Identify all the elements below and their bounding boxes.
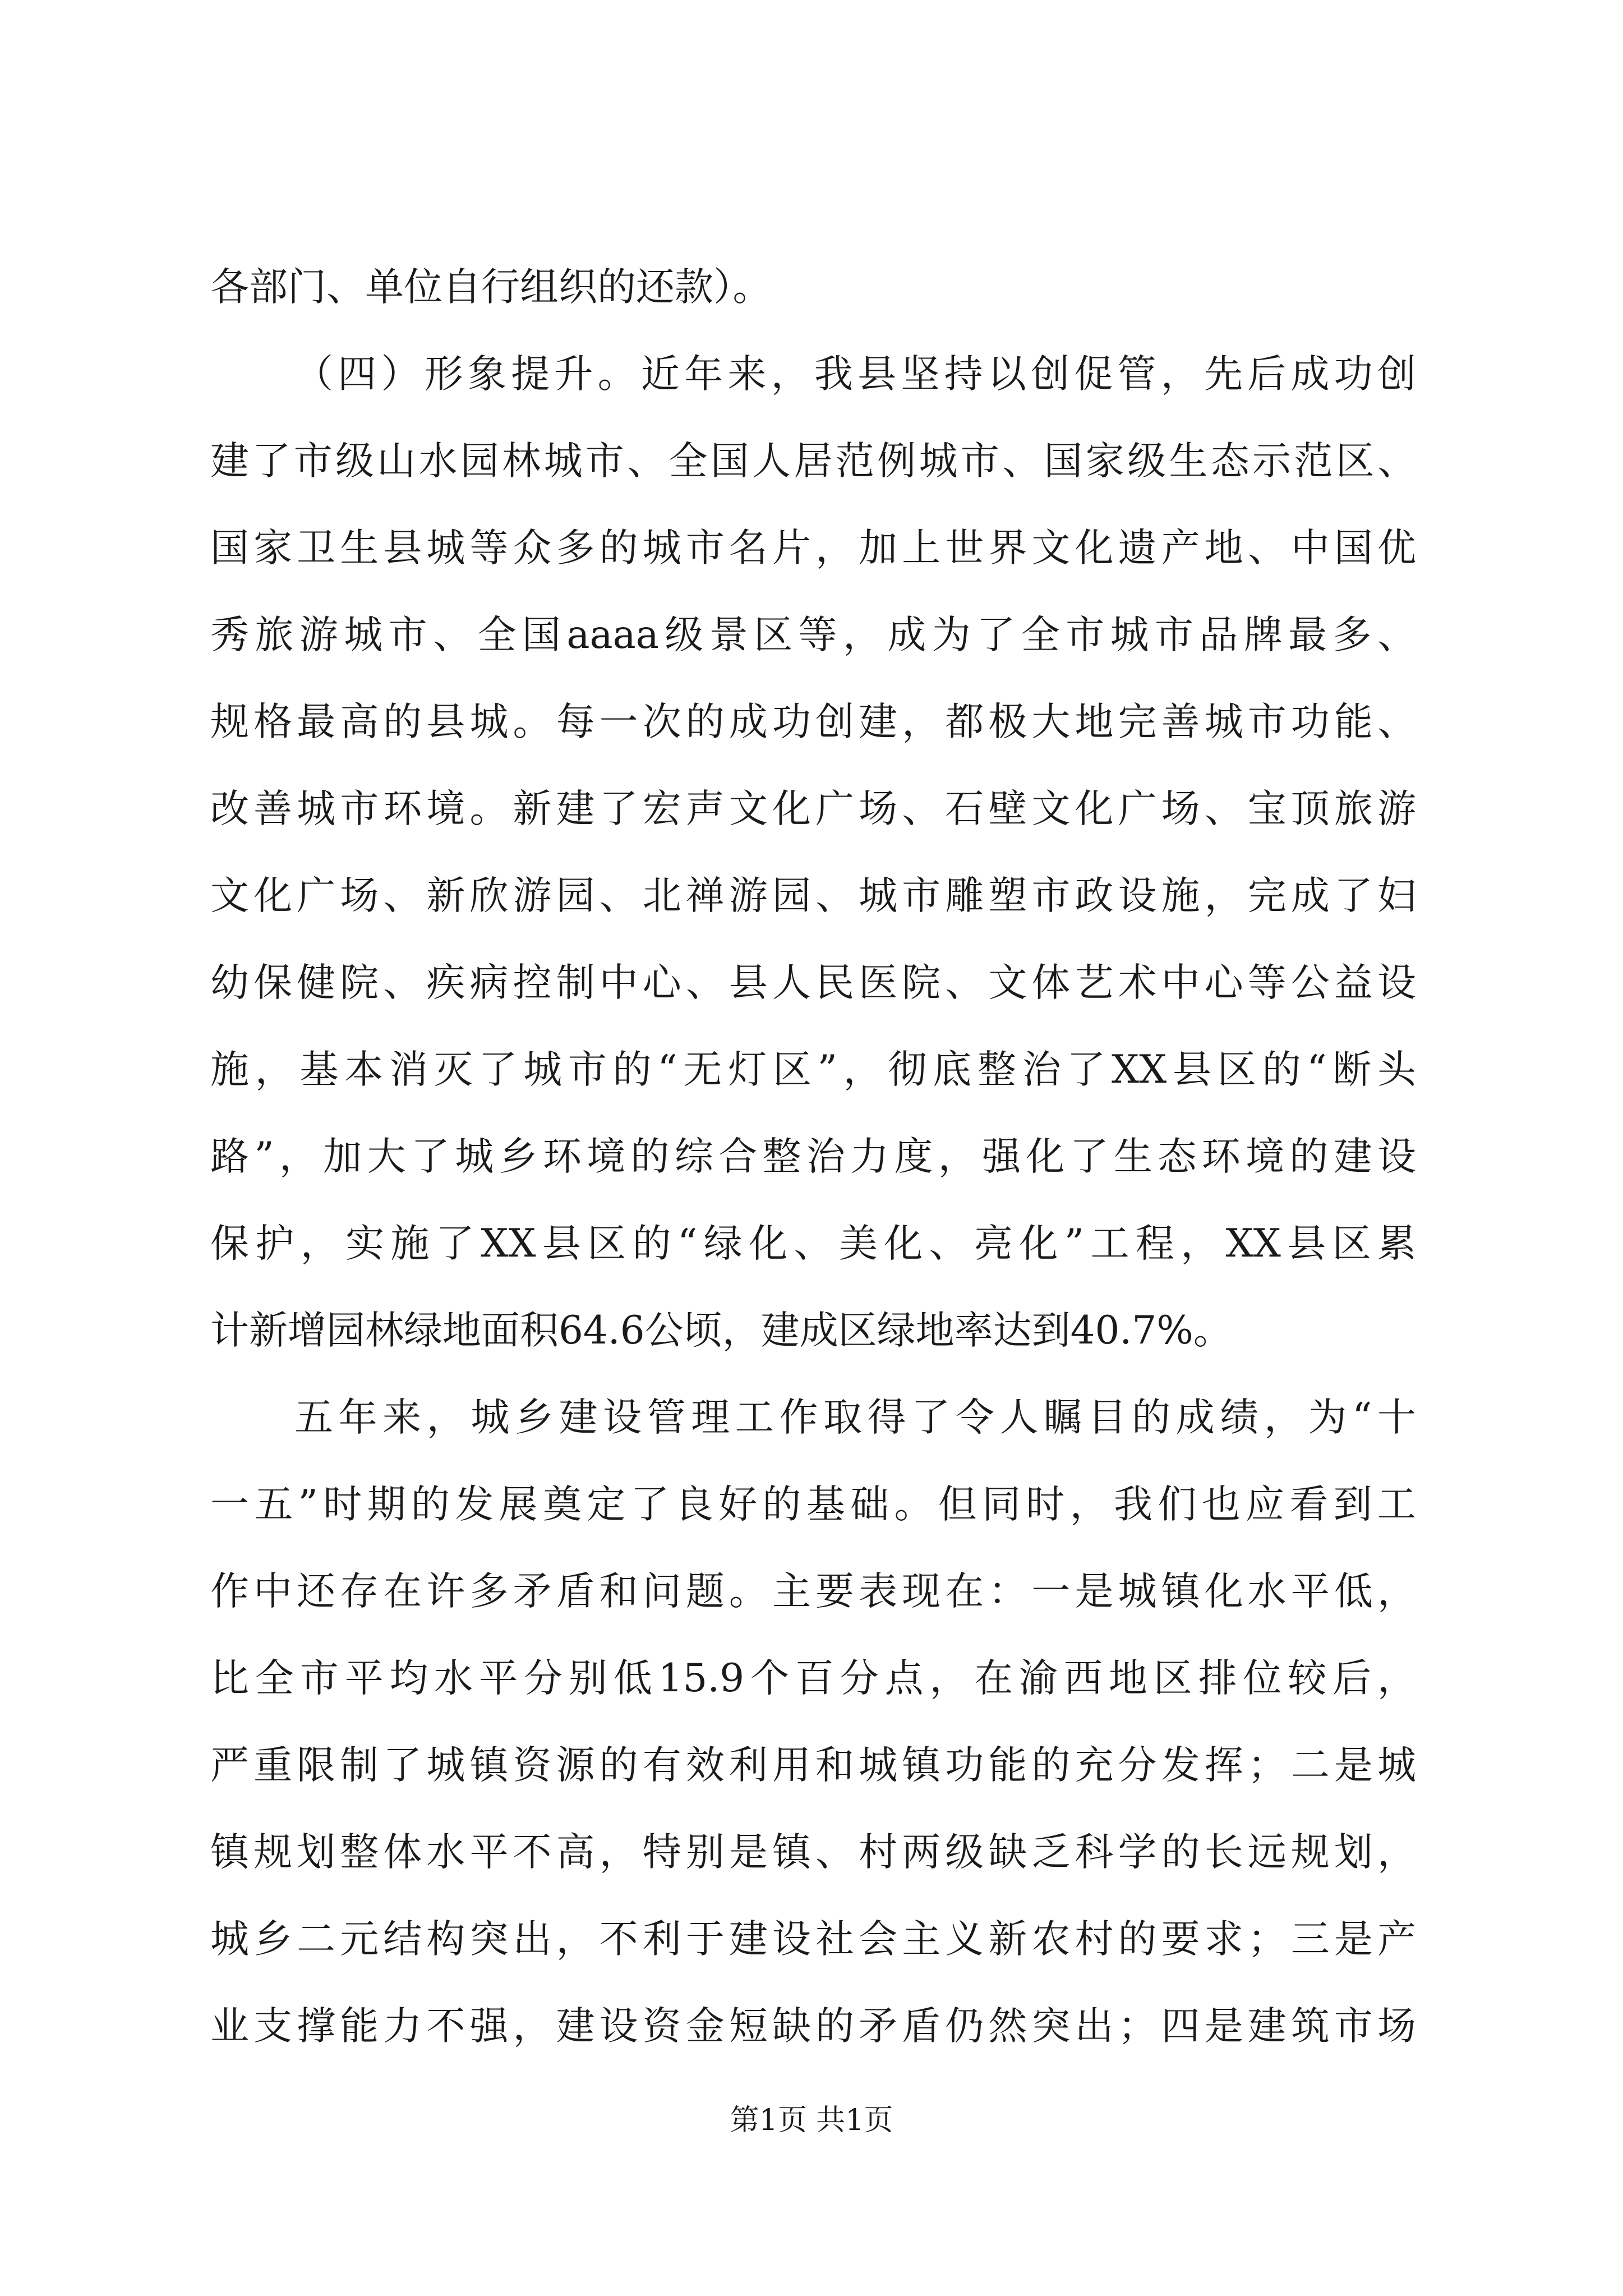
text-line: 各部门、单位自行组织的还款）。 <box>210 265 772 310</box>
text-line: 一五”时期的发展奠定了良好的基础。但同时，我们也应看到工 <box>210 1482 1416 1527</box>
text-line: 文化广场、新欣游园、北禅游园、城市雕塑市政设施，完成了妇 <box>210 873 1416 918</box>
text-line: 国家卫生县城等众多的城市名片，加上世界文化遗产地、中国优 <box>210 526 1416 570</box>
text-line: 业支撑能力不强，建设资金短缺的矛盾仍然突出；四是建筑市场 <box>210 2004 1416 2049</box>
text-line: 镇规划整体水平不高，特别是镇、村两级缺乏科学的长远规划， <box>210 1830 1416 1875</box>
text-line: 幼保健院、疾病控制中心、县人民医院、文体艺术中心等公益设 <box>210 960 1416 1005</box>
document-body <box>210 244 1416 2070</box>
text-line: 作中还存在许多矛盾和问题。主要表现在：一是城镇化水平低， <box>210 1569 1416 1614</box>
text-line: 保护，实施了XX县区的“绿化、美化、亮化”工程，XX县区累 <box>210 1221 1416 1266</box>
text-line: 施，基本消灭了城市的“无灯区”，彻底整治了XX县区的“断头 <box>210 1047 1416 1092</box>
page-footer <box>0 2101 1623 2140</box>
text-line: 规格最高的县城。每一次的成功创建，都极大地完善城市功能、 <box>210 700 1416 744</box>
text-line: 路”，加大了城乡环境的综合整治力度，强化了生态环境的建设 <box>210 1134 1416 1179</box>
text-line: 建了市级山水园林城市、全国人居范例城市、国家级生态示范区、 <box>210 439 1416 484</box>
text-line: 计新增园林绿地面积64.6公顷，建成区绿地率达到40.7%。 <box>210 1308 1232 1353</box>
paragraph-first-line: 五年来，城乡建设管理工作取得了令人瞩目的成绩，为“十 <box>294 1395 1416 1440</box>
text-line: 改善城市环境。新建了宏声文化广场、石壁文化广场、宝顶旅游 <box>210 786 1416 831</box>
text-line: 严重限制了城镇资源的有效利用和城镇功能的充分发挥；二是城 <box>210 1743 1416 1788</box>
text-line: 城乡二元结构突出，不利于建设社会主义新农村的要求；三是产 <box>210 1917 1416 1962</box>
page-number-label: 第1页 共1页 <box>730 2104 893 2137</box>
text-line: 比全市平均水平分别低15.9个百分点，在渝西地区排位较后， <box>210 1656 1416 1701</box>
paragraph-first-line: （四）形象提升。近年来，我县坚持以创促管，先后成功创 <box>294 352 1416 397</box>
text-line: 秀旅游城市、全国aaaa级景区等，成为了全市城市品牌最多、 <box>210 613 1416 657</box>
